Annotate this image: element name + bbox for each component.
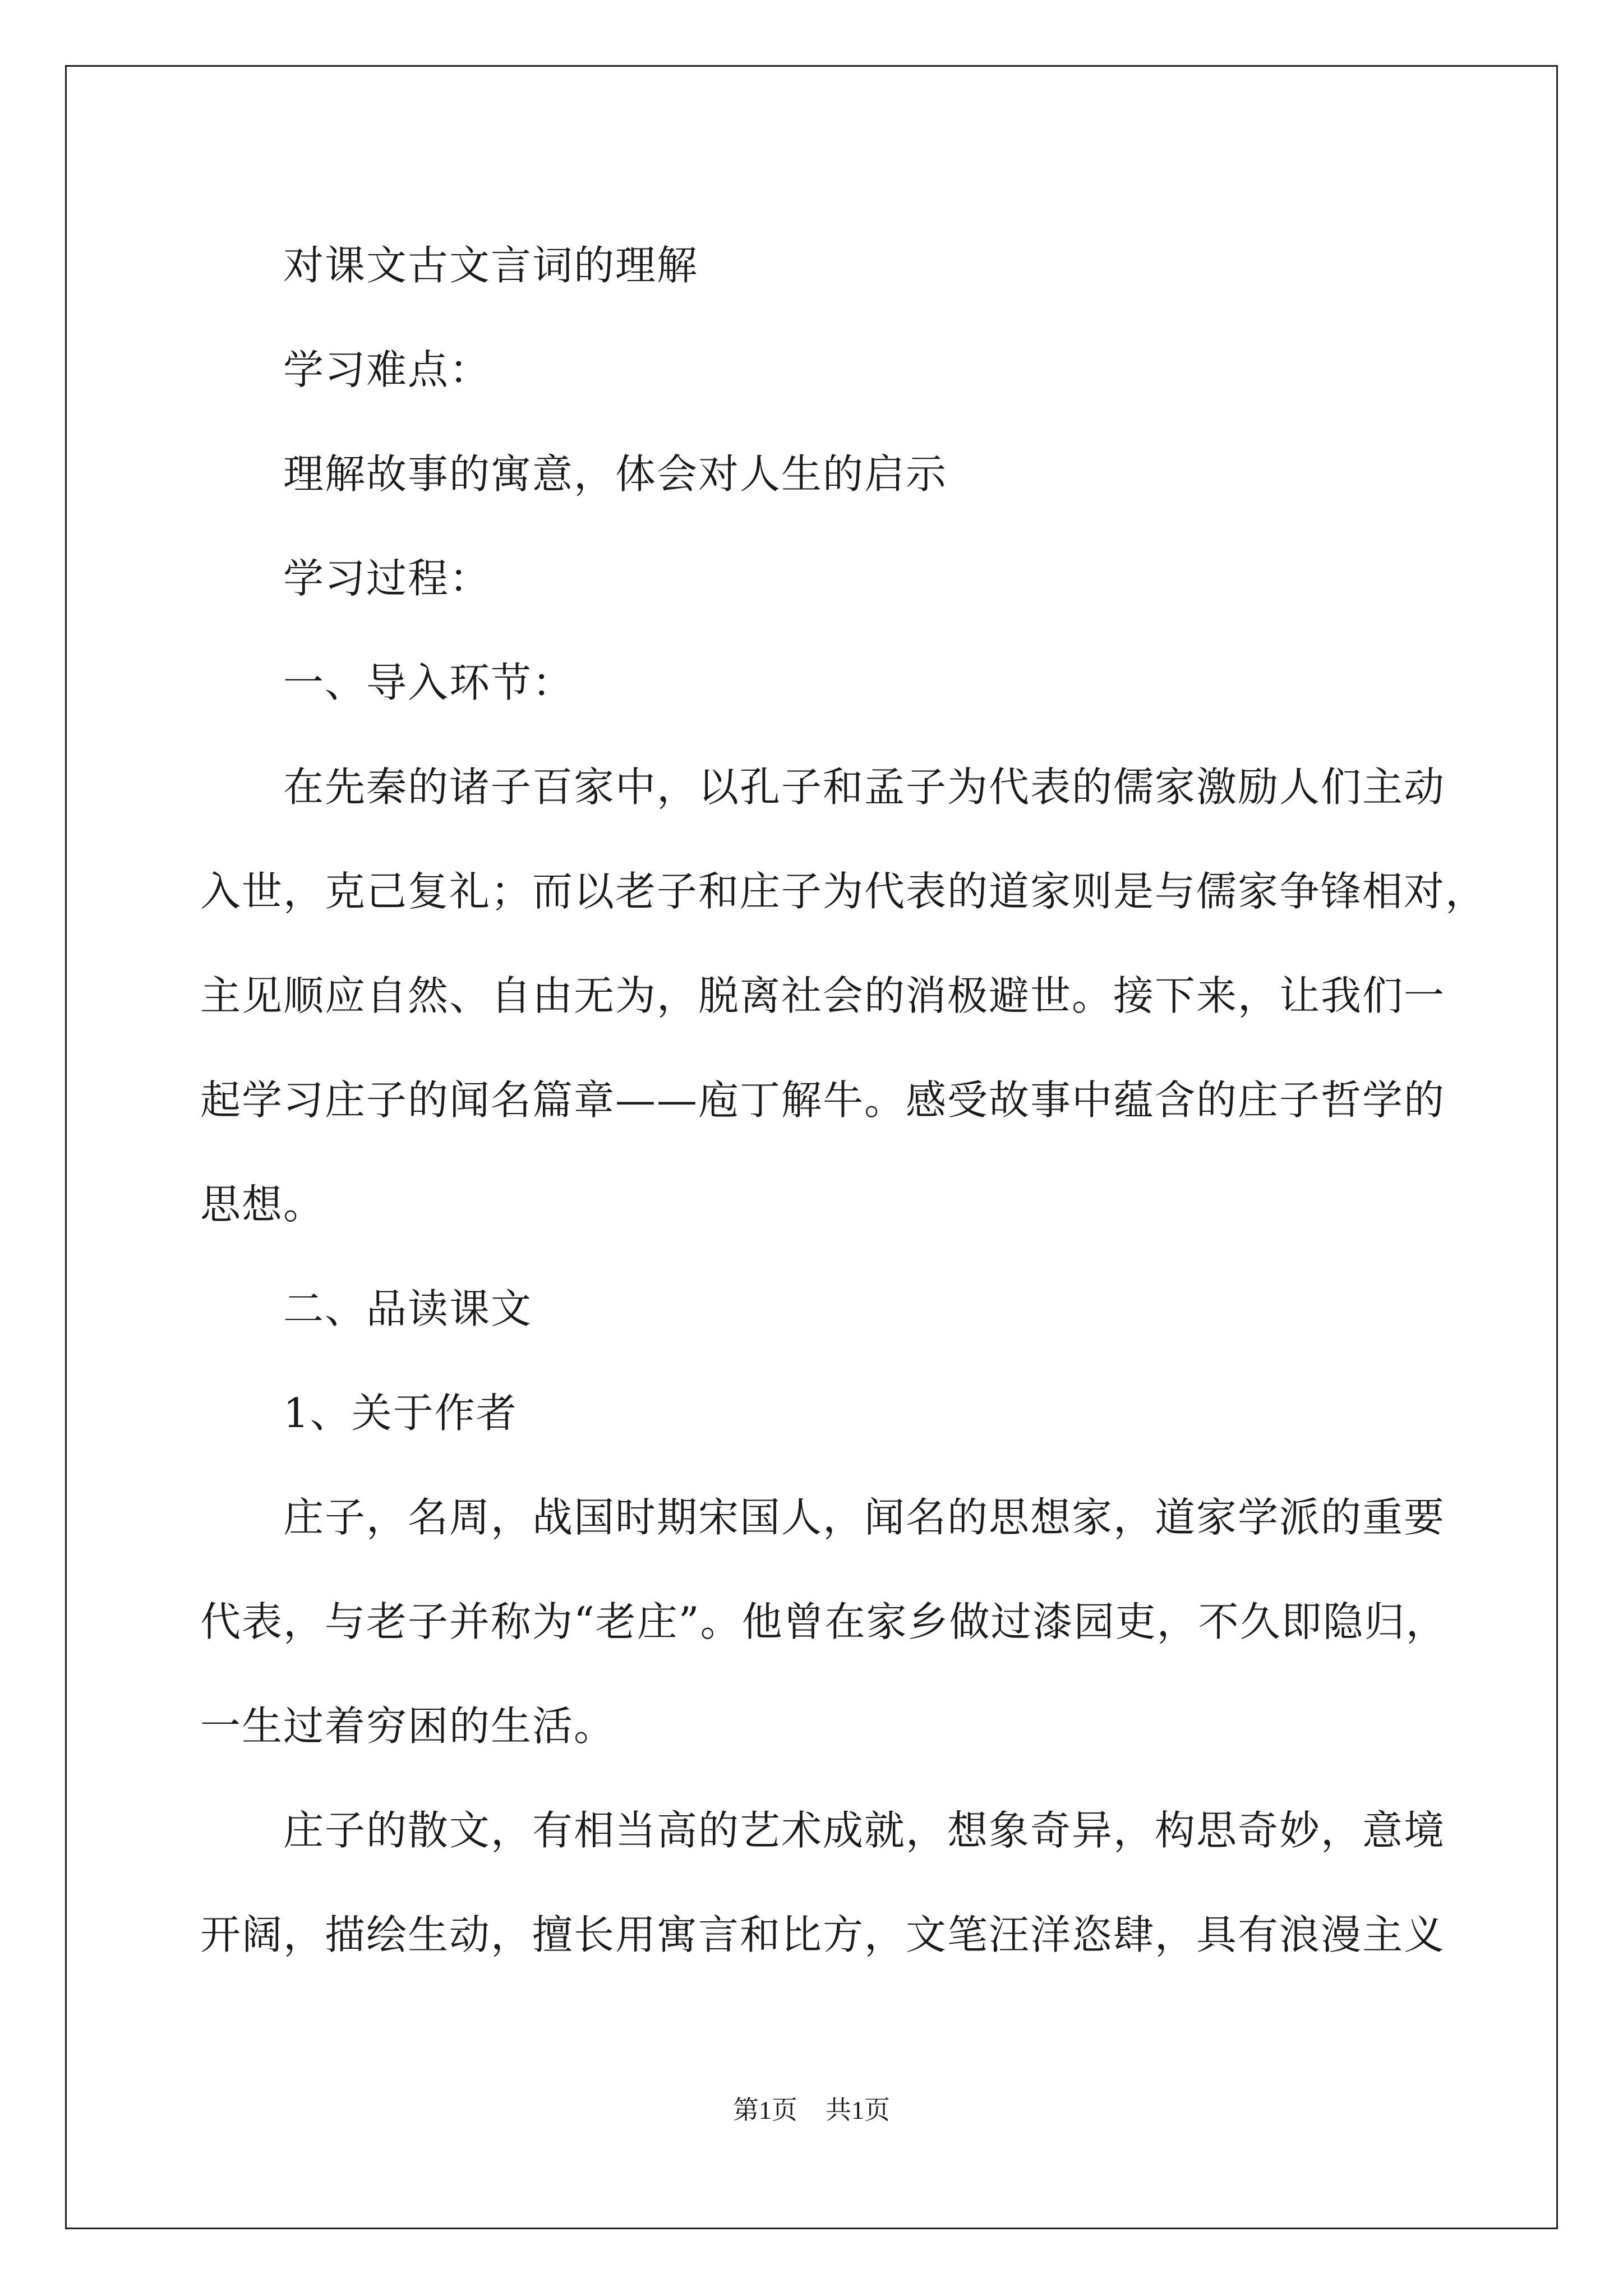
- paragraph-line: 开阔，描绘生动，擅长用寓言和比方，文笔汪洋恣肆，具有浪漫主义: [200, 1911, 1446, 1958]
- section-heading: 二、品读课文: [283, 1285, 533, 1332]
- paragraph-line: 主见顺应自然、自由无为，脱离社会的消极避世。接下来，让我们一: [200, 972, 1446, 1019]
- paragraph-line: 思想。: [200, 1181, 325, 1228]
- section-heading: 1、关于作者: [283, 1389, 518, 1437]
- section-heading: 学习过程：: [283, 555, 491, 602]
- section-heading: 学习难点：: [283, 346, 491, 393]
- paragraph-line: 起学习庄子的闻名篇章——庖丁解牛。感受故事中蕴含的庄子哲学的: [200, 1076, 1446, 1124]
- paragraph-line: 庄子的散文，有相当高的艺术成就，想象奇异，构思奇妙，意境: [283, 1807, 1446, 1854]
- paragraph-line: 代表，与老子并称为“老庄”。他曾在家乡做过漆园吏，不久即隐归，: [200, 1598, 1447, 1645]
- paragraph-line: 在先秦的诸子百家中，以孔子和孟子为代表的儒家激励人们主动: [283, 763, 1446, 811]
- paragraph-line: 庄子，名周，战国时期宋国人，闻名的思想家，道家学派的重要: [283, 1494, 1446, 1541]
- document-line: 理解故事的寓意，体会对人生的启示: [283, 450, 948, 498]
- section-heading: 一、导入环节：: [283, 659, 574, 706]
- paragraph-line: 入世，克己复礼；而以老子和庄子为代表的道家则是与儒家争锋相对，: [200, 868, 1487, 915]
- document-line: 对课文古文言词的理解: [283, 242, 699, 289]
- page-number-total: 共1页: [826, 2096, 890, 2124]
- page-footer: [0, 2090, 1623, 2127]
- paragraph-line: 一生过着穷困的生活。: [200, 1703, 616, 1750]
- document-body: [200, 213, 1487, 1987]
- page-number-current: 第1页: [733, 2096, 797, 2124]
